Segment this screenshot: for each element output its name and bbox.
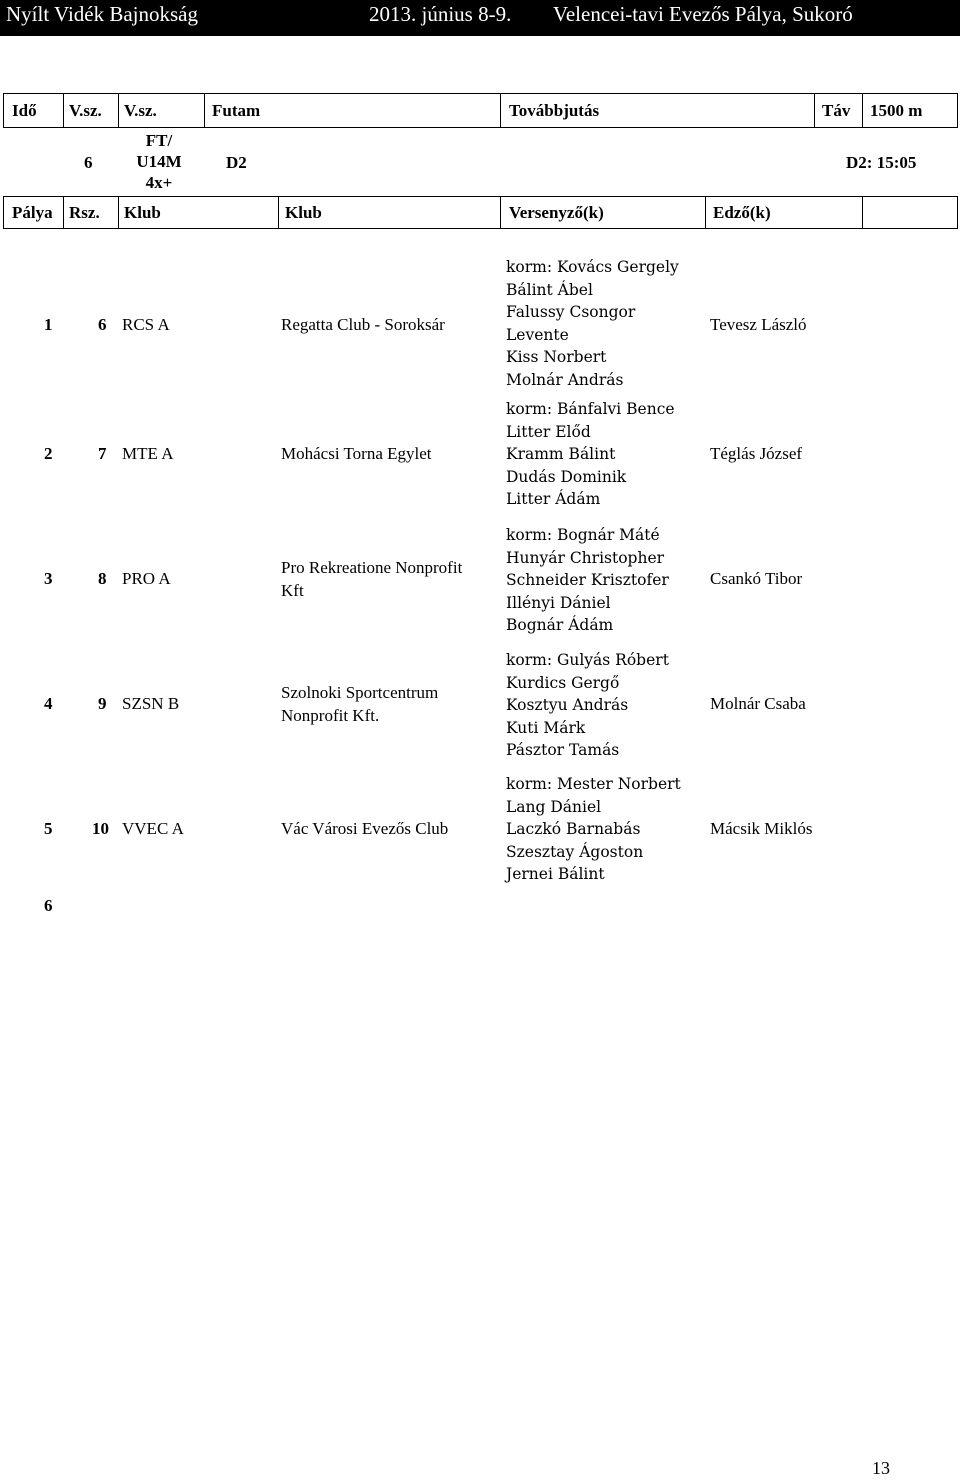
athlete: Litter Előd: [506, 422, 591, 441]
table-row: [0, 397, 960, 512]
athlete: Pásztor Tamás: [506, 741, 620, 759]
page-number: 13: [872, 1458, 890, 1478]
athlete: Kramm Bálint: [506, 445, 616, 463]
lane-number: 5: [44, 819, 53, 838]
athlete-list: [506, 256, 679, 391]
athlete: korm: Kovács Gergely: [506, 258, 679, 276]
coach-name: Téglás József: [710, 444, 803, 463]
col-tav: Táv: [822, 100, 851, 120]
event-title: Nyílt Vidék Bajnokság: [6, 2, 199, 26]
athlete: Bognár Ádám: [506, 616, 614, 634]
athlete: Falussy Csongor: [506, 303, 636, 321]
athlete: Hunyár Christopher: [506, 548, 665, 567]
athlete: korm: Bognár Máté: [506, 526, 660, 544]
coach-name: Mácsik Miklós: [710, 819, 813, 838]
athlete-list: [506, 524, 669, 637]
club-code: RCS A: [122, 315, 170, 334]
rsz-number: 10: [92, 819, 109, 838]
club-name-line-2: Nonprofit Kft.: [281, 706, 380, 725]
distance-value: 1500 m: [870, 100, 923, 120]
col-ido: Idő: [12, 100, 37, 120]
club-name-line-1: Szolnoki Sportcentrum: [281, 683, 439, 702]
club-name-line-2: Kft: [281, 581, 304, 600]
category-line-2: U14M: [136, 152, 182, 171]
lane-number: 6: [44, 896, 53, 915]
rsz-number: 7: [98, 444, 107, 463]
category-line-3: 4x+: [145, 173, 173, 192]
table-row: [0, 523, 960, 638]
coach-name: Csankó Tibor: [710, 569, 803, 588]
lane-number: 2: [44, 444, 53, 463]
event-date: 2013. június 8-9.: [369, 2, 512, 26]
athlete: Jernei Bálint: [506, 865, 605, 883]
race-time: D2: 15:05: [846, 153, 917, 172]
athlete: korm: Gulyás Róbert: [506, 651, 669, 669]
lane-number: 1: [44, 315, 53, 334]
club-name: [281, 556, 462, 602]
lane-number: 4: [44, 694, 53, 713]
rsz-number: 9: [98, 694, 107, 713]
club-code: PRO A: [122, 569, 171, 588]
event-venue: Velencei-tavi Evezős Pálya, Sukoró: [553, 2, 853, 26]
race-info-row: [0, 128, 960, 196]
table-row: [0, 893, 960, 923]
club-code: SZSN B: [122, 694, 180, 713]
coach-name: Molnár Csaba: [710, 694, 806, 713]
club-name: Mohácsi Torna Egylet: [281, 444, 432, 463]
club-name: Regatta Club - Soroksár: [281, 315, 445, 334]
athlete: Lang Dániel: [506, 797, 602, 816]
athlete: korm: Mester Norbert: [506, 775, 681, 793]
coach-name: Tevesz László: [710, 315, 807, 334]
race-number: 6: [84, 153, 93, 172]
table-row: [0, 773, 960, 888]
col-klub-1: Klub: [124, 202, 161, 222]
col-versenyzok: Versenyző(k): [509, 202, 604, 222]
col-palya: Pálya: [12, 202, 53, 222]
athlete: Szesztay Ágoston: [506, 842, 644, 861]
club-code: MTE A: [122, 444, 174, 463]
col-vsz-1: V.sz.: [69, 100, 102, 120]
category-line-1: FT/: [145, 131, 173, 150]
col-rsz: Rsz.: [69, 202, 100, 222]
rsz-number: 6: [98, 315, 107, 334]
athlete: Kurdics Gergő: [506, 673, 620, 692]
athlete: Litter Ádám: [506, 490, 601, 508]
col-futam: Futam: [212, 100, 261, 120]
athlete: Bálint Ábel: [506, 280, 593, 299]
table-header-row: [3, 93, 958, 128]
col-tovabbjutas: Továbbjutás: [509, 100, 600, 120]
athlete: Illényi Dániel: [506, 593, 611, 612]
club-name: [281, 681, 438, 727]
athlete: Kuti Márk: [506, 718, 586, 737]
rsz-number: 8: [98, 569, 107, 588]
athlete: Molnár András: [506, 370, 624, 389]
club-name: Vác Városi Evezős Club: [281, 819, 449, 838]
athlete: Laczkó Barnabás: [506, 820, 641, 838]
lane-number: 3: [44, 569, 53, 588]
table-row: [0, 256, 960, 396]
athlete: Kiss Norbert: [506, 348, 607, 366]
athlete: Schneider Krisztofer: [506, 571, 669, 589]
col-vsz-2: V.sz.: [124, 100, 157, 120]
col-edzok: Edző(k): [713, 202, 771, 222]
club-name-line-1: Pro Rekreatione Nonprofit: [281, 558, 463, 577]
club-code: VVEC A: [122, 819, 184, 838]
race-category: [134, 130, 184, 193]
athlete-list: [506, 398, 675, 511]
athlete: korm: Bánfalvi Bence: [506, 400, 675, 418]
athlete-list: [506, 649, 669, 762]
athlete: Kosztyu András: [506, 696, 629, 714]
athlete: Dudás Dominik: [506, 467, 627, 486]
table-row: [0, 648, 960, 763]
column-header-row: [3, 196, 958, 229]
athlete-list: [506, 773, 681, 886]
col-klub-2: Klub: [285, 202, 322, 222]
athlete: Levente: [506, 325, 569, 344]
page-header: [0, 0, 960, 36]
race-heat: D2: [226, 153, 247, 172]
